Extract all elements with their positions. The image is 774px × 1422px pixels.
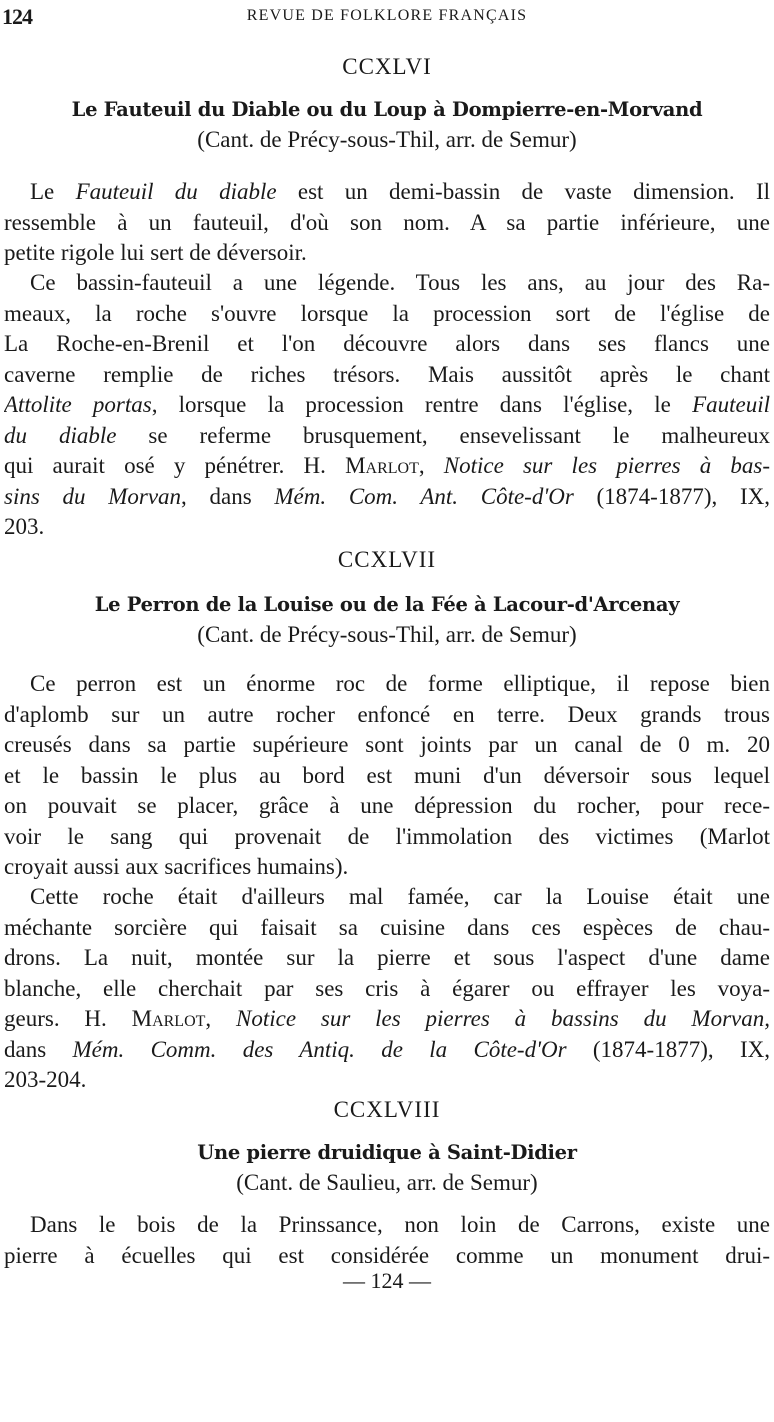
header-page-number: 124 <box>2 4 32 29</box>
text-line: du diable se referme brusquement, ensevelissant le malheureux <box>4 422 770 448</box>
section-location: (Cant. de Saulieu, arr. de Semur) <box>236 1170 538 1195</box>
text-line: Cette roche était d'ailleurs mal famée, car la Louise était une <box>30 884 770 909</box>
text-line: qui aurait osé y pénétrer. H. Marlot, Notice sur les pierres à bas- <box>4 453 770 478</box>
text-line: 203-204. <box>4 1067 87 1092</box>
section-title: Le Fauteuil du Diable ou du Loup à Dompierre-en-Morvand <box>71 98 703 121</box>
text-line: ressemble à un fauteuil, d'où son nom. A sa partie inférieure, une <box>4 209 770 235</box>
text-line: croyait aussi aux sacrifices humains). <box>4 854 349 879</box>
text-line: meaux, la roche s'ouvre lorsque la procession sort de l'église de <box>4 300 770 326</box>
section-location: (Cant. de Précy-sous-Thil, arr. de Semur) <box>197 622 577 647</box>
text-line: Attolite portas, lorsque la procession rentre dans l'église, le Fauteuil <box>4 392 770 417</box>
text-line: caverne remplie de riches trésors. Mais aussitôt après le chant <box>4 361 770 387</box>
text-line: La Roche-en-Brenil et l'on découvre alors dans ses flancs une <box>4 331 770 356</box>
running-header <box>0 4 774 28</box>
section-numeral: CCXLVII <box>337 547 437 572</box>
page-footer-number: — 124 — <box>343 1268 431 1293</box>
text-line: voir le sang qui provenait de l'immolation des victimes (Marlot <box>4 823 770 849</box>
text-line: sins du Morvan, dans Mém. Com. Ant. Côte-d'Or (1874-1877), IX, <box>4 483 770 509</box>
text-line: dans Mém. Comm. des Antiq. de la Côte-d'Or (1874-1877), IX, <box>4 1036 770 1062</box>
section-location: (Cant. de Précy-sous-Thil, arr. de Semur) <box>197 127 577 152</box>
paragraph <box>4 882 770 1096</box>
text-line: blanche, elle cherchait par ses cris à égarer ou effrayer les voya- <box>4 975 770 1001</box>
text-line: pierre à écuelles qui est considérée comme un monument drui- <box>4 1242 770 1268</box>
text-line: on pouvait se placer, grâce à une dépression du rocher, pour rece- <box>4 793 770 818</box>
text-line: creusés dans sa partie supérieure sont joints par un canal de 0 m. 20 <box>4 732 770 757</box>
paragraph <box>4 1210 770 1271</box>
text-line: drons. La nuit, montée sur la pierre et sous l'aspect d'une dame <box>4 945 770 970</box>
paragraph <box>4 669 770 883</box>
text-line: Ce perron est un énorme roc de forme elliptique, il repose bien <box>30 671 770 696</box>
paragraph <box>4 177 770 269</box>
paragraph <box>4 268 770 543</box>
text-line: et le bassin le plus au bord est muni d'un déversoir sous lequel <box>4 762 770 788</box>
section-title: Une pierre druidique à Saint-Didier <box>197 1141 577 1164</box>
text-line: 203. <box>4 514 45 539</box>
journal-title: REVUE DE FOLKLORE FRANÇAIS <box>246 7 528 24</box>
text-line: Dans le bois de la Prinssance, non loin de Carrons, existe une <box>30 1212 770 1237</box>
text-line: Le Fauteuil du diable est un demi-bassin de vaste dimension. Il <box>30 179 770 204</box>
text-line: geurs. H. Marlot, Notice sur les pierres à bassins du Morvan, <box>4 1006 770 1031</box>
section-numeral: CCXLVIII <box>333 1097 441 1122</box>
text-line: méchante sorcière qui faisait sa cuisine dans ces espèces de chau- <box>4 914 770 940</box>
text-line: Ce bassin-fauteuil a une légende. Tous les ans, au jour des Ra- <box>30 270 770 295</box>
text-line: d'aplomb sur un autre rocher enfoncé en terre. Deux grands trous <box>4 701 770 727</box>
section-title: Le Perron de la Louise ou de la Fée à Lacour-d'Arcenay <box>94 593 680 616</box>
text-line: petite rigole lui sert de déversoir. <box>4 240 307 265</box>
section-numeral: CCXLVI <box>342 54 432 79</box>
